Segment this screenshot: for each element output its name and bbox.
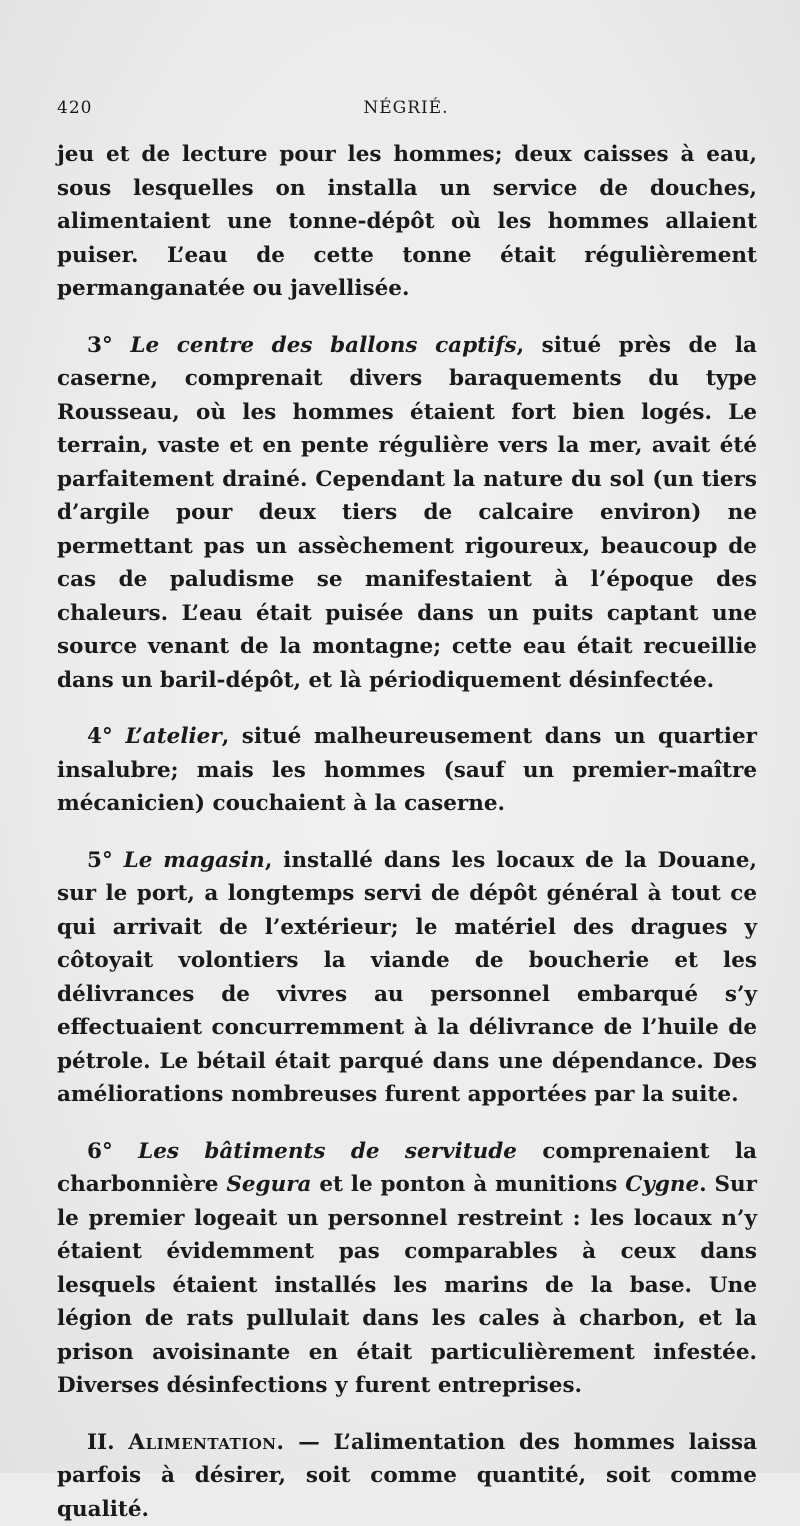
paragraph-text: comprenaient la charbonnière	[57, 1139, 757, 1198]
paragraph-centre-ballons	[57, 329, 757, 698]
running-head: NÉGRIÉ.	[57, 98, 755, 118]
item-title: Le magasin	[124, 848, 265, 873]
paragraph-magasin	[57, 844, 757, 1112]
page-header	[57, 98, 755, 122]
body-text	[57, 138, 757, 1526]
paragraph-batiments	[57, 1135, 757, 1403]
paragraph-text: jeu et de lecture pour les hommes; deux caisses à eau, sous lesquelles on installa un service de douches, alimentaient une tonne-dépôt où les hommes allaient puiser. L’eau de cette tonne était régulièrement permanganatée ou javellisée.	[57, 142, 757, 301]
ship-name: Cygne	[625, 1172, 699, 1197]
paragraph-text: , installé dans les locaux de la Douane, sur le port, a longtemps servi de dépôt général à tout ce qui arrivait de l’extérieur; le matériel des dragues y côtoyait volontiers la viande de boucherie et les délivrances de vivres au personnel embarqué s’y effectuaient concurremment à la délivrance de l’huile de pétrole. Le bétail était parqué dans une dépendance. Des améliorations nombreuses furent apportées par la suite.	[57, 848, 757, 1108]
paragraph-gap	[57, 306, 757, 329]
paragraph-continuation	[57, 138, 757, 306]
page-number: 420	[57, 98, 92, 118]
paragraph-alimentation	[57, 1426, 757, 1526]
section-number: II.	[87, 1430, 115, 1455]
paragraph-text: et le ponton à munitions	[311, 1172, 625, 1197]
paragraph-text: , situé malheureusement dans un quartier insalubre; mais les hommes (sauf un premier-maître mécanicien) couchaient à la caserne.	[57, 724, 757, 816]
ship-name: Segura	[226, 1172, 311, 1197]
paragraph-atelier	[57, 720, 757, 821]
paragraph-text: , situé près de la caserne, comprenait divers baraquements du type Rousseau, où les hommes étaient fort bien logés. Le terrain, vaste et en pente régulière vers la mer, avait été parfaitement drainé. Cependant la nature du sol (un tiers d’argile pour deux tiers de calcaire environ) ne permettant pas un assèchement rigoureux, beaucoup de cas de paludisme se manifestaient à l’époque des chaleurs. L’eau était puisée dans un puits captant une source venant de la montagne; cette eau était recueillie dans un baril-dépôt, et là périodiquement désinfectée.	[57, 333, 757, 693]
item-number: 4°	[87, 724, 113, 749]
item-number: 3°	[87, 333, 113, 358]
item-number: 5°	[87, 848, 113, 873]
item-title: L’atelier	[125, 724, 221, 749]
paragraph-gap	[57, 1403, 757, 1426]
paragraph-gap	[57, 1112, 757, 1135]
item-number: 6°	[87, 1139, 113, 1164]
paragraph-text: . Sur le premier logeait un personnel restreint : les locaux n’y étaient évidemment pas comparables à ceux dans lesquels étaient installés les marins de la base. Une légion de rats pullulait dans les cales à charbon, et la prison avoisinante en était particulièrement infestée. Diverses désinfections y furent entreprises.	[57, 1172, 757, 1398]
paragraph-gap	[57, 697, 757, 720]
paragraph-gap	[57, 821, 757, 844]
section-title: Alimentation.	[128, 1430, 284, 1455]
item-title: Le centre des ballons captifs	[130, 333, 516, 358]
paragraph-text: — L’alimentation des hommes laissa parfois à désirer, soit comme quantité, soit comme qualité.	[57, 1430, 757, 1522]
item-title: Les bâtiments de servitude	[138, 1139, 517, 1164]
